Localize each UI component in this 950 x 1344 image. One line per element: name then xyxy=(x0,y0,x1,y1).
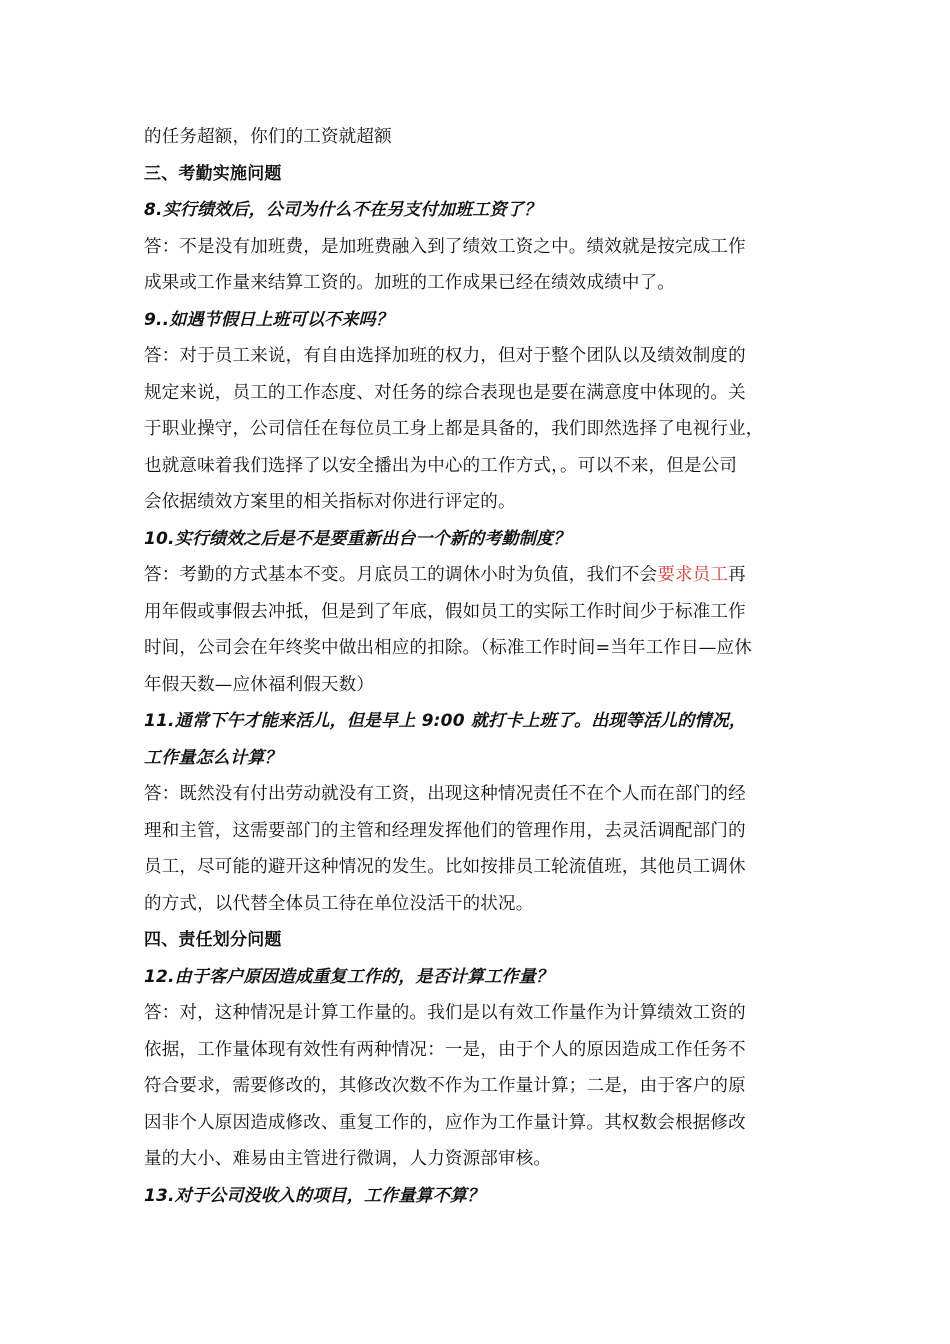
text-line xyxy=(144,557,809,594)
section-heading: 四、责任划分问题 xyxy=(144,930,282,950)
document-page xyxy=(144,119,809,1214)
text-segment: 再 xyxy=(728,565,746,585)
text-line: 量的大小、难易由主管进行微调，人力资源部审核。 xyxy=(144,1149,552,1169)
question-heading: 11.通常下午才能来活儿，但是早上 9:00 就打卡上班了。出现等活儿的情况， xyxy=(144,711,747,731)
text-line: 成果或工作量来结算工资的。加班的工作成果已经在绩效成绩中了。 xyxy=(144,273,675,293)
text-line: 于职业操守，公司信任在每位员工身上都是具备的，我们即然选择了电视行业， xyxy=(144,419,764,439)
text-line: 答：对于员工来说，有自由选择加班的权力，但对于整个团队以及绩效制度的 xyxy=(144,346,746,366)
question-heading: 10.实行绩效之后是不是要重新出台一个新的考勤制度？ xyxy=(144,528,571,549)
text-line: 年假天数—应休福利假天数） xyxy=(144,674,375,695)
text-line: 员工，尽可能的避开这种情况的发生。比如按排员工轮流值班，其他员工调休 xyxy=(144,857,746,877)
text-line: 理和主管，这需要部门的主管和经理发挥他们的管理作用，去灵活调配部门的 xyxy=(144,820,746,841)
section-heading: 三、考勤实施问题 xyxy=(144,163,282,184)
text-line: 答：对，这种情况是计算工作量的。我们是以有效工作量作为计算绩效工资的 xyxy=(144,1003,746,1023)
question-heading: 工作量怎么计算？ xyxy=(144,747,282,768)
text-line: 规定来说，员工的工作态度、对任务的综合表现也是要在满意度中体现的。关 xyxy=(144,382,746,403)
question-heading: 12.由于客户原因造成重复工作的，是否计算工作量？ xyxy=(144,966,554,987)
text-line: 答：不是没有加班费，是加班费融入到了绩效工资之中。绩效就是按完成工作 xyxy=(144,236,746,257)
question-heading: 13.对于公司没收入的项目，工作量算不算？ xyxy=(144,1185,485,1206)
text-line: 用年假或事假去冲抵，但是到了年底，假如员工的实际工作时间少于标准工作 xyxy=(144,601,746,622)
text-line: 会依据绩效方案里的相关指标对你进行评定的。 xyxy=(144,492,516,512)
text-segment: 答：考勤的方式基本不变。月底员工的调休小时为负值，我们不会 xyxy=(144,565,658,585)
text-line: 依据，工作量体现有效性有两种情况：一是，由于个人的原因造成工作任务不 xyxy=(144,1039,746,1060)
text-line: 时间，公司会在年终奖中做出相应的扣除。（标准工作时间=当年工作日—应休 xyxy=(144,638,752,658)
text-line: 也就意味着我们选择了以安全播出为中心的工作方式，。可以不来，但是公司 xyxy=(144,455,738,476)
question-heading: 9..如遇节假日上班可以不来吗？ xyxy=(144,309,393,330)
text-line: 的方式，以代替全体员工待在单位没活干的状况。 xyxy=(144,893,534,914)
text-line: 的任务超额，你们的工资就超额 xyxy=(144,127,392,147)
highlighted-text: 要求员工 xyxy=(657,565,729,585)
question-heading: 8.实行绩效后，公司为什么不在另支付加班工资了？ xyxy=(144,200,542,220)
text-line: 符合要求，需要修改的，其修改次数不作为工作量计算；二是，由于客户的原 xyxy=(144,1076,746,1096)
text-line: 因非个人原因造成修改、重复工作的，应作为工作量计算。其权数会根据修改 xyxy=(144,1112,746,1133)
text-line: 答：既然没有付出劳动就没有工资，出现这种情况责任不在个人而在部门的经 xyxy=(144,784,746,804)
